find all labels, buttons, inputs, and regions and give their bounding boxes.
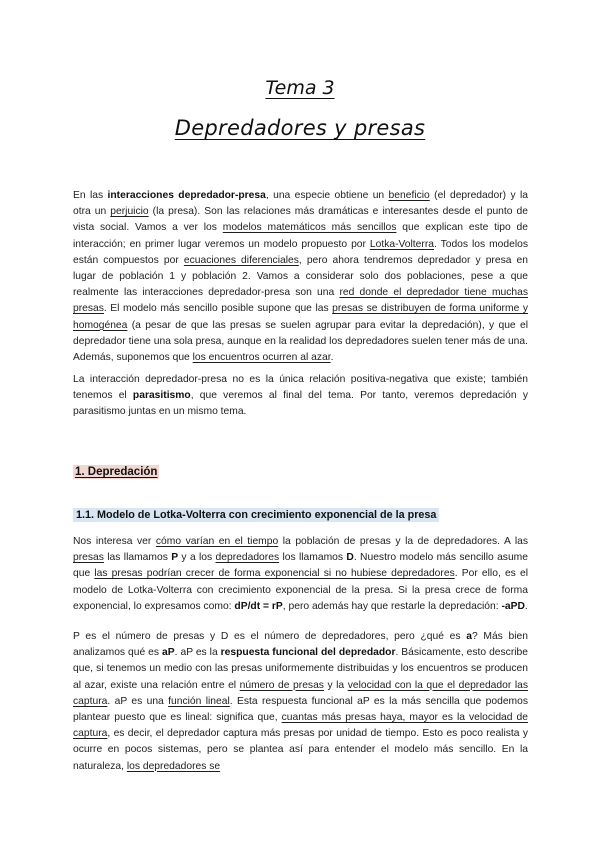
text-run: . Por ello, es el modelo de Lotka-Volterra con crecimiento exponencial de la presa. Si la presa crece de forma exponencial, lo expresamos como: — [73, 568, 528, 612]
text-run: , pero ahora tendremos depredador y presa en lugar de población 1 y población 2. Vamos a considerar solo dos poblaciones, pese a que realmente las interacciones depredador-presa son una — [73, 254, 529, 299]
underlined-term: los encuentros ocurren al azar — [192, 352, 331, 364]
bold-term: P — [171, 552, 179, 564]
text-run: las llamamos — [103, 552, 172, 564]
underlined-term: velocidad con la que el depredador las captura — [73, 679, 528, 707]
intro-paragraph — [73, 188, 528, 366]
text-run: , una especie obtiene un — [265, 190, 389, 201]
underlined-term: red donde el depredador tiene muchas presas — [73, 287, 528, 315]
text-run: , es decir, el depredador captura más presas por unidad de tiempo. Esto es poco realista y ocurre en pocos sistemas, pero se plantea así para entender el modelo más sencillo. En la naturaleza, — [73, 728, 528, 772]
underlined-term: modelos matemáticos más sencillos — [222, 222, 397, 234]
text-run: . — [330, 352, 334, 364]
text-run: . Todos los modelos están compuestos por — [73, 238, 528, 266]
parasitism-paragraph — [73, 372, 528, 421]
chapter-title: Tema 3 — [265, 77, 335, 99]
text-run: . aP es una — [107, 695, 169, 707]
text-run: En las — [73, 190, 108, 201]
underlined-term: presas — [73, 552, 104, 564]
text-run: , que veremos al final del tema. Por tanto, veremos depredación y parasitismo juntas en un mismo tema. — [73, 390, 528, 418]
text-run: y la — [323, 679, 348, 691]
underlined-term: los depredadores se — [126, 760, 221, 772]
underlined-term: cuantas más presas haya, mayor es la velocidad de captura — [73, 712, 528, 740]
text-run: la población de presas y la de depredadores. A las — [278, 536, 528, 547]
document-title: Depredadores y presas — [174, 116, 426, 140]
text-run: Nos interesa ver — [73, 536, 156, 547]
section-heading: 1. Depredación — [75, 466, 158, 478]
text-run: (el depredador) y la otra un — [73, 190, 529, 218]
underlined-term: beneficio — [388, 190, 430, 201]
text-run: ? Más bien analizamos qué es — [73, 631, 528, 659]
text-run: . Esta respuesta funcional aP es la más sencilla que podemos plantear puesto que es lineal: significa que, — [73, 695, 528, 724]
underlined-term: función lineal — [168, 695, 230, 707]
text-run: . Básicamente, esto describe que, si tenemos un medio con las presas uniformemente distribuidas y los encuentros se producen al azar, existe una relación entre el — [73, 647, 528, 691]
text-run: los llamamos — [279, 552, 347, 564]
underlined-term: presas se distribuyen de forma uniforme y homogénea — [73, 303, 528, 331]
model-paragraph — [73, 534, 528, 615]
underlined-term: ecuaciones diferenciales — [183, 254, 299, 266]
functional-response-paragraph — [73, 629, 528, 775]
text-run: (a pesar de que las presas se suelen agrupar para evitar la depredación), y que el depredador tiene una sola presa, aunque en la realidad los depredadores suelen tener más de una. Además, suponemos que — [73, 319, 528, 364]
underlined-term: número de presas — [239, 679, 324, 691]
text-run: que explican este tipo de interacción; en primer lugar veremos un modelo propuesto por — [73, 222, 529, 250]
text-run: , pero además hay que restarle la depredación: — [282, 600, 502, 612]
text-run: . Nuestro modelo más sencillo asume que — [73, 552, 528, 580]
underlined-term: Lotka-Volterra — [369, 238, 434, 250]
text-run: y a los — [178, 552, 216, 564]
bold-term: parasitismo — [132, 390, 191, 402]
underlined-term: las presas podrían crecer de forma exponencial si no hubiese depredadores — [94, 568, 455, 580]
equation: dP/dt = rP — [234, 600, 283, 612]
text-run: . aP es la — [174, 647, 221, 659]
text-run: . El modelo más sencillo posible supone que las — [103, 303, 333, 315]
equation: -aPD — [501, 600, 525, 612]
bold-term: interacciones depredador-presa — [107, 190, 266, 201]
bold-term: aP — [162, 647, 175, 659]
text-run: . — [524, 600, 528, 612]
text-run: La interacción depredador-presa no es la única relación positiva-negativa que existe; también tenemos el — [73, 374, 528, 402]
bold-term: D — [346, 552, 354, 564]
underlined-term: depredadores — [215, 552, 280, 564]
underlined-term: perjuicio — [110, 206, 149, 218]
bold-term: respuesta funcional del depredador — [220, 647, 396, 659]
subsection-heading: 1.1. Modelo de Lotka-Volterra con crecimiento exponencial de la presa — [73, 508, 439, 522]
bold-term: a — [466, 631, 472, 642]
underlined-term: cómo varían en el tiempo — [155, 536, 279, 547]
text-run: (la presa). Son las relaciones más dramáticas e interesantes desde el punto de vista social. Vamos a ver los — [73, 206, 528, 234]
text-run: P es el número de presas y D es el número de depredadores, pero ¿qué es — [73, 631, 467, 642]
